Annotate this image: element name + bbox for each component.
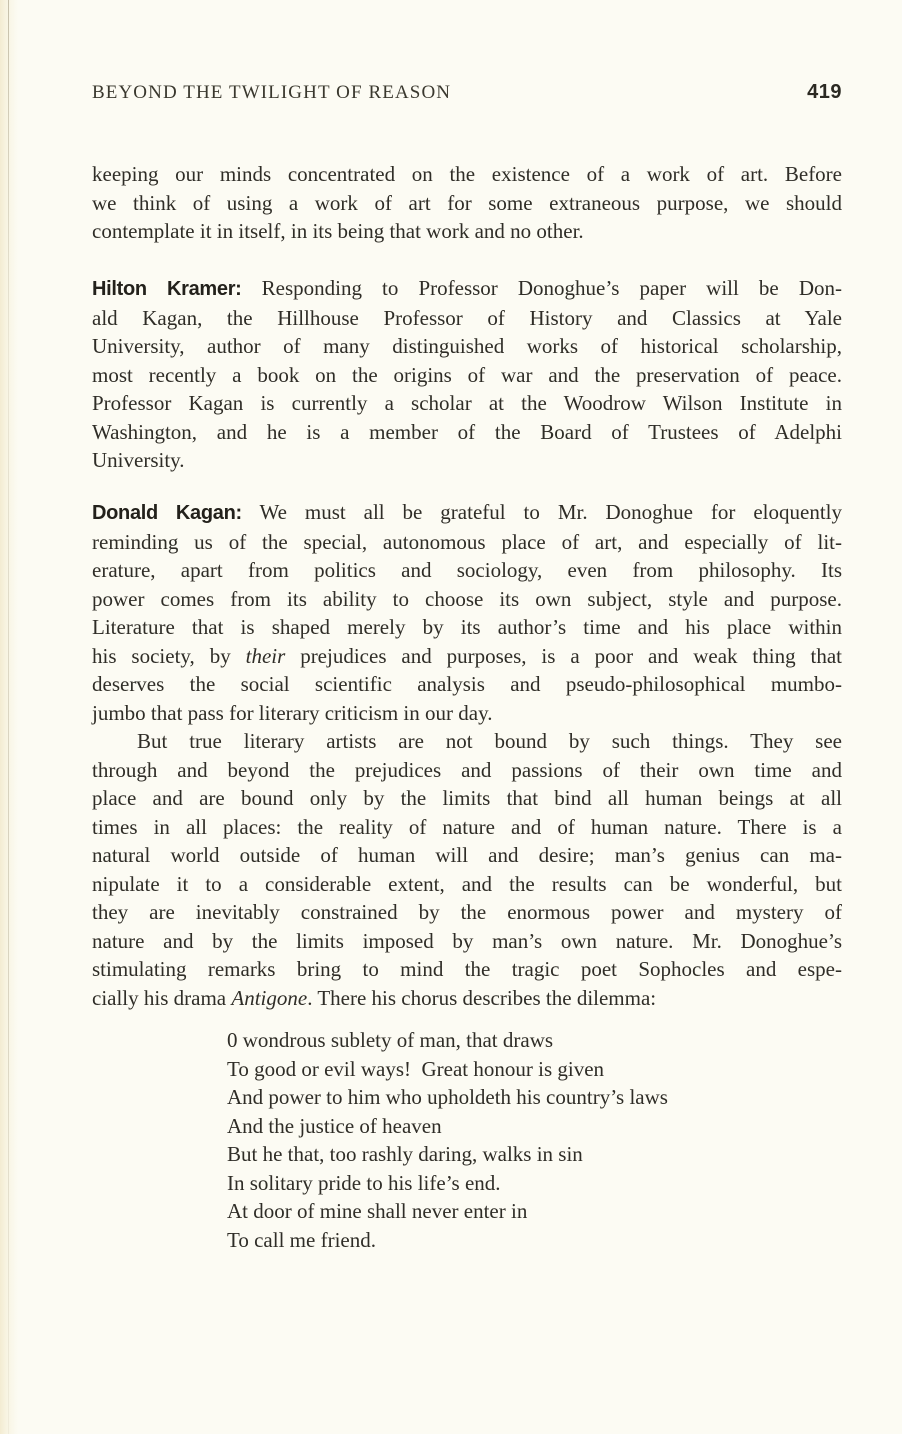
text-run: erature, apart from politics and sociology, even from philosophy. Its	[92, 558, 842, 582]
text-line	[92, 756, 842, 785]
text-run: Responding to Professor Donoghue’s paper will be Don-	[241, 276, 842, 300]
text-line	[92, 189, 842, 218]
text-run: nipulate it to a considerable extent, and the results can be wonderful, but	[92, 871, 842, 896]
italic-text: Antigone	[231, 985, 308, 1010]
text-run: Washington, and he is a member of the Board of Trustees of Adelphi	[92, 419, 842, 444]
paragraph-continuation	[92, 160, 842, 246]
text-line	[92, 699, 842, 728]
text-run: keeping our minds concentrated on the existence of a work of art. Before	[92, 162, 842, 186]
text-run: . There his chorus describes the dilemma:	[307, 985, 657, 1010]
text-run: We must all be grateful to Mr. Donoghue for eloquently	[241, 500, 842, 524]
paragraph-hilton-kramer	[92, 274, 842, 475]
text-line	[92, 418, 842, 447]
text-line	[227, 1197, 847, 1226]
text-line	[92, 670, 842, 699]
text-run: they are inevitably constrained by the enormous power and mystery of	[92, 900, 842, 924]
text-line	[92, 389, 842, 418]
text-run: Professor Kagan is currently a scholar at the Woodrow Wilson Institute in	[92, 391, 842, 415]
text-run: But true literary artists are not bound by such things. They see	[137, 729, 842, 753]
text-line	[227, 1055, 847, 1084]
text-line	[227, 1026, 847, 1055]
text-line	[92, 984, 842, 1013]
text-line	[92, 585, 842, 614]
text-line	[92, 160, 842, 189]
speaker-name: Hilton Kramer:	[92, 278, 242, 300]
text-line	[92, 642, 842, 671]
text-run: his society, by	[92, 643, 246, 668]
text-line	[227, 1140, 847, 1169]
text-run: times in all places: the reality of nature and of human nature. There is a	[92, 814, 842, 839]
text-run: jumbo that pass for literary criticism in our day.	[92, 700, 493, 725]
running-title: BEYOND THE TWILIGHT OF REASON	[92, 82, 452, 103]
text-line	[227, 1083, 847, 1112]
text-run: But he that, too rashly daring, walks in sin	[227, 1142, 583, 1166]
text-run: reminding us of the special, autonomous place of art, and especially of lit-	[92, 529, 842, 554]
text-line	[92, 217, 842, 246]
page-number: 419	[807, 81, 842, 103]
text-line	[92, 274, 842, 304]
page-edge-tint	[0, 0, 18, 1434]
text-run: Literature that is shaped merely by its author’s time and his place within	[92, 615, 842, 639]
text-line	[92, 813, 842, 842]
text-run: stimulating remarks bring to mind the tragic poet Sophocles and espe-	[92, 957, 842, 981]
poem-antigone-chorus	[227, 1026, 847, 1254]
italic-text: their	[245, 643, 286, 668]
text-run: To good or evil ways! Great honour is given	[227, 1056, 605, 1081]
text-run: cially his drama	[92, 985, 232, 1010]
text-line	[92, 898, 842, 927]
text-line	[227, 1226, 847, 1255]
text-run: At door of mine shall never enter in	[227, 1199, 528, 1223]
text-line	[227, 1169, 847, 1198]
text-line	[92, 870, 842, 899]
text-run: most recently a book on the origins of war and the preservation of peace.	[92, 362, 842, 387]
text-run: And power to him who upholdeth his country’s laws	[227, 1085, 668, 1109]
text-line	[92, 446, 842, 475]
text-run: To call me friend.	[227, 1227, 376, 1252]
text-run: University.	[92, 448, 185, 472]
text-run: nature and by the limits imposed by man’s own nature. Mr. Donoghue’s	[92, 928, 842, 953]
text-run: And the justice of heaven	[227, 1113, 442, 1138]
text-line	[92, 955, 842, 984]
text-line	[92, 556, 842, 585]
text-line	[92, 498, 842, 528]
text-run: place and are bound only by the limits that bind all human beings at all	[92, 786, 842, 810]
paragraph-donald-kagan	[92, 498, 842, 1012]
text-run: deserves the social scientific analysis and pseudo-philosophical mumbo-	[92, 672, 842, 696]
speaker-name: Donald Kagan:	[92, 502, 242, 524]
text-line	[92, 613, 842, 642]
page-header	[92, 81, 842, 104]
text-run: In solitary pride to his life’s end.	[227, 1170, 501, 1195]
text-run: University, author of many distinguished works of historical scholarship,	[92, 334, 842, 358]
text-run: natural world outside of human will and desire; man’s genius can ma-	[92, 843, 842, 867]
text-run: 0 wondrous sublety of man, that draws	[227, 1028, 554, 1052]
text-run: power comes from its ability to choose its own subject, style and purpose.	[92, 586, 842, 611]
text-run: we think of using a work of art for some extraneous purpose, we should	[92, 190, 842, 215]
page-gutter-crease	[8, 0, 9, 1434]
text-run: contemplate it in itself, in its being that work and no other.	[92, 219, 584, 243]
text-run: ald Kagan, the Hillhouse Professor of History and Classics at Yale	[92, 305, 842, 330]
text-run: through and beyond the prejudices and passions of their own time and	[92, 757, 842, 782]
text-line	[92, 927, 842, 956]
text-line	[92, 528, 842, 557]
text-line	[92, 332, 842, 361]
text-run: prejudices and purposes, is a poor and weak thing that	[285, 643, 842, 668]
text-line	[92, 361, 842, 390]
text-line	[92, 841, 842, 870]
text-line	[227, 1112, 847, 1141]
text-line	[92, 784, 842, 813]
text-line	[92, 727, 842, 756]
text-line	[92, 304, 842, 333]
